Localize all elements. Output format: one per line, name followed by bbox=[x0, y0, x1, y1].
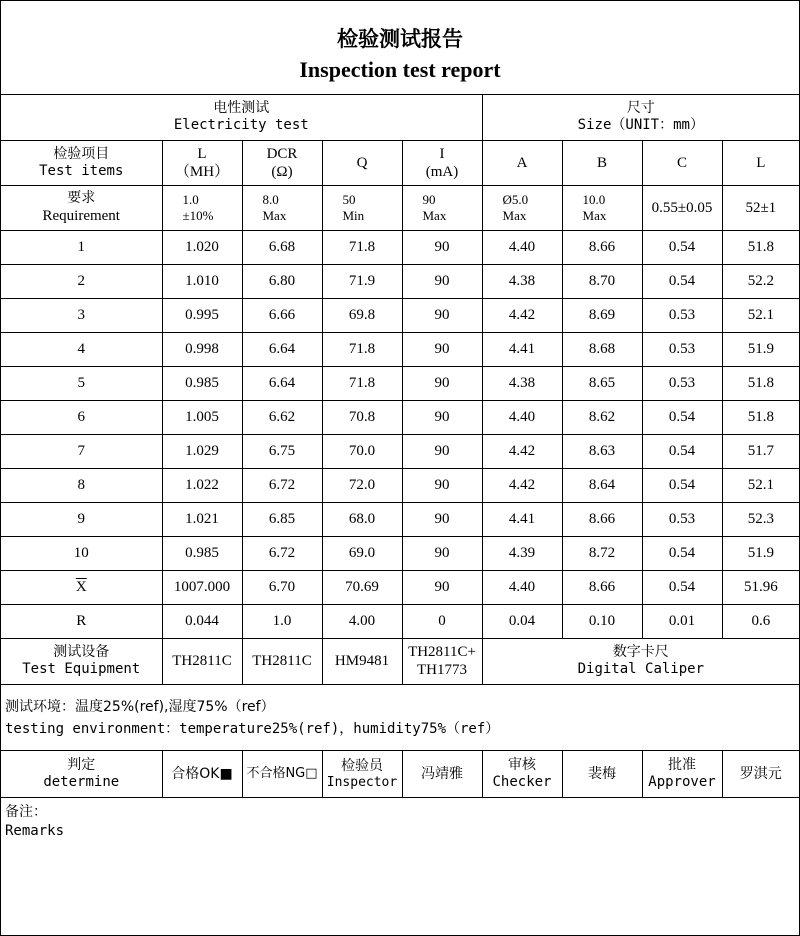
req-line: 1.0 bbox=[182, 191, 199, 207]
inspector-name: 冯靖雅 bbox=[402, 751, 482, 798]
measurement-value: 52.1 bbox=[722, 468, 799, 502]
measurement-value: 51.9 bbox=[722, 536, 799, 570]
electricity-test-cn: 电性测试 bbox=[213, 100, 270, 117]
req-line: ±10% bbox=[182, 207, 214, 223]
range-label: R bbox=[1, 604, 162, 638]
table-row bbox=[1, 230, 799, 264]
range-value: 0.6 bbox=[722, 604, 799, 638]
test-items-en: Test items bbox=[39, 162, 124, 179]
equipment-value bbox=[402, 638, 482, 684]
report-title-block bbox=[1, 1, 799, 95]
column-header-inductance bbox=[162, 140, 242, 185]
test-items-header bbox=[1, 140, 162, 185]
measurement-value: 51.7 bbox=[722, 434, 799, 468]
range-value: 1.0 bbox=[242, 604, 322, 638]
measurement-value: 6.64 bbox=[242, 332, 322, 366]
measurement-value: 8.69 bbox=[562, 298, 642, 332]
measurement-value: 71.9 bbox=[322, 264, 402, 298]
column-header-length bbox=[722, 140, 799, 185]
requirement-cn: 要求 bbox=[67, 190, 96, 207]
measurement-value: 4.40 bbox=[482, 400, 562, 434]
measurement-value: 0.995 bbox=[162, 298, 242, 332]
table-row bbox=[1, 468, 799, 502]
req-line: Max bbox=[422, 207, 447, 223]
column-name: Q bbox=[356, 154, 368, 171]
measurement-value: 0.54 bbox=[642, 230, 722, 264]
checker-label bbox=[482, 751, 562, 798]
column-name: I bbox=[439, 145, 445, 162]
sample-number: 1 bbox=[1, 230, 162, 264]
req-line: Max bbox=[262, 207, 287, 223]
measurement-value: 90 bbox=[402, 230, 482, 264]
measurement-value: 4.38 bbox=[482, 264, 562, 298]
column-name: B bbox=[597, 154, 608, 171]
inspector-en: Inspector bbox=[326, 774, 398, 790]
mean-value: 1007.000 bbox=[162, 570, 242, 604]
sample-number: 6 bbox=[1, 400, 162, 434]
measurement-value: 71.8 bbox=[322, 366, 402, 400]
table-row bbox=[1, 502, 799, 536]
range-row bbox=[1, 604, 799, 638]
report-title-cn: 检验测试报告 bbox=[337, 27, 463, 51]
measurement-value: 1.005 bbox=[162, 400, 242, 434]
column-header-c bbox=[642, 140, 722, 185]
requirement-value bbox=[322, 185, 402, 230]
sample-number: 4 bbox=[1, 332, 162, 366]
measurement-value: 6.80 bbox=[242, 264, 322, 298]
measurement-value: 71.8 bbox=[322, 230, 402, 264]
measurement-value: 4.40 bbox=[482, 230, 562, 264]
measurement-value: 6.72 bbox=[242, 536, 322, 570]
remarks-section bbox=[1, 798, 799, 935]
measurement-value: 0.985 bbox=[162, 366, 242, 400]
equipment-value: TH2811C bbox=[162, 638, 242, 684]
ok-checkbox[interactable]: 合格OK■ bbox=[162, 751, 242, 798]
measurement-value: 70.0 bbox=[322, 434, 402, 468]
requirement-value bbox=[562, 185, 642, 230]
measurement-value: 0.998 bbox=[162, 332, 242, 366]
measurement-value: 0.54 bbox=[642, 468, 722, 502]
column-name: L bbox=[756, 154, 766, 171]
measurement-value: 8.62 bbox=[562, 400, 642, 434]
mean-value: 4.40 bbox=[482, 570, 562, 604]
measurement-value: 8.66 bbox=[562, 502, 642, 536]
measurement-value: 6.85 bbox=[242, 502, 322, 536]
column-name: L bbox=[197, 145, 207, 162]
caliper-en: Digital Caliper bbox=[577, 661, 705, 677]
column-header-q bbox=[322, 140, 402, 185]
remarks-en: Remarks bbox=[5, 823, 65, 839]
size-header bbox=[482, 95, 799, 140]
mean-value: 90 bbox=[402, 570, 482, 604]
determine-label bbox=[1, 751, 162, 798]
column-header-row bbox=[1, 140, 799, 185]
measurement-value: 1.021 bbox=[162, 502, 242, 536]
sample-number: 3 bbox=[1, 298, 162, 332]
req-line: 90 bbox=[422, 191, 436, 207]
equipment-label bbox=[1, 638, 162, 684]
determine-cn: 判定 bbox=[67, 757, 96, 774]
table-row bbox=[1, 400, 799, 434]
equipment-value: TH2811C bbox=[242, 638, 322, 684]
req-line: Max bbox=[582, 207, 607, 223]
equipment-row bbox=[1, 638, 799, 684]
mean-value: 6.70 bbox=[242, 570, 322, 604]
measurement-value: 52.1 bbox=[722, 298, 799, 332]
inspector-label bbox=[322, 751, 402, 798]
measurement-value: 0.53 bbox=[642, 332, 722, 366]
measurement-value: 51.8 bbox=[722, 400, 799, 434]
measurement-value: 90 bbox=[402, 400, 482, 434]
measurement-value: 1.029 bbox=[162, 434, 242, 468]
requirement-en: Requirement bbox=[42, 207, 120, 224]
measurement-value: 0.53 bbox=[642, 366, 722, 400]
measurement-value: 52.2 bbox=[722, 264, 799, 298]
electricity-test-header bbox=[1, 95, 482, 140]
checker-en: Checker bbox=[492, 774, 552, 790]
column-name: C bbox=[677, 154, 688, 171]
approver-label bbox=[642, 751, 722, 798]
measurement-value: 8.66 bbox=[562, 230, 642, 264]
column-header-b bbox=[562, 140, 642, 185]
report-title-en: Inspection test report bbox=[299, 57, 501, 82]
measurement-value: 90 bbox=[402, 468, 482, 502]
req-line: Ø5.0 bbox=[502, 191, 529, 207]
measurement-value: 69.8 bbox=[322, 298, 402, 332]
measurement-value: 90 bbox=[402, 264, 482, 298]
mean-row bbox=[1, 570, 799, 604]
measurement-table bbox=[1, 95, 799, 685]
measurement-value: 0.54 bbox=[642, 400, 722, 434]
measurement-value: 1.020 bbox=[162, 230, 242, 264]
measurement-value: 51.8 bbox=[722, 366, 799, 400]
environment-en: testing environment：temperature25%(ref)，humidity75%（ref） bbox=[5, 721, 500, 737]
requirement-value bbox=[242, 185, 322, 230]
column-name: A bbox=[516, 154, 528, 171]
measurement-value: 8.63 bbox=[562, 434, 642, 468]
range-value: 0 bbox=[402, 604, 482, 638]
measurement-value: 4.39 bbox=[482, 536, 562, 570]
measurement-value: 1.022 bbox=[162, 468, 242, 502]
range-value: 4.00 bbox=[322, 604, 402, 638]
measurement-value: 0.54 bbox=[642, 536, 722, 570]
measurement-value: 69.0 bbox=[322, 536, 402, 570]
measurement-value: 0.53 bbox=[642, 502, 722, 536]
mean-label bbox=[1, 570, 162, 604]
equipment-value: HM9481 bbox=[322, 638, 402, 684]
measurement-value: 68.0 bbox=[322, 502, 402, 536]
measurement-value: 90 bbox=[402, 434, 482, 468]
measurement-value: 0.985 bbox=[162, 536, 242, 570]
ng-checkbox[interactable]: 不合格NG□ bbox=[242, 751, 322, 798]
requirement-value bbox=[402, 185, 482, 230]
measurement-value: 8.64 bbox=[562, 468, 642, 502]
measurement-value: 6.72 bbox=[242, 468, 322, 502]
measurement-value: 8.70 bbox=[562, 264, 642, 298]
requirement-label bbox=[1, 185, 162, 230]
measurement-value: 8.72 bbox=[562, 536, 642, 570]
measurement-value: 90 bbox=[402, 536, 482, 570]
table-row bbox=[1, 264, 799, 298]
column-name: DCR bbox=[266, 145, 298, 162]
equipment-cn: 测试设备 bbox=[53, 644, 110, 661]
column-header-dcr bbox=[242, 140, 322, 185]
measurement-value: 4.42 bbox=[482, 468, 562, 502]
table-row bbox=[1, 366, 799, 400]
approver-name: 罗淇元 bbox=[722, 751, 799, 798]
group-header-row bbox=[1, 95, 799, 140]
measurement-value: 90 bbox=[402, 366, 482, 400]
measurement-value: 71.8 bbox=[322, 332, 402, 366]
mean-value: 8.66 bbox=[562, 570, 642, 604]
range-value: 0.01 bbox=[642, 604, 722, 638]
table-row bbox=[1, 332, 799, 366]
measurement-value: 8.65 bbox=[562, 366, 642, 400]
column-unit: （MH） bbox=[174, 163, 230, 180]
table-row bbox=[1, 434, 799, 468]
requirement-value bbox=[162, 185, 242, 230]
range-value: 0.044 bbox=[162, 604, 242, 638]
measurement-value: 0.54 bbox=[642, 264, 722, 298]
testing-environment bbox=[1, 687, 799, 751]
inspector-cn: 检验员 bbox=[341, 757, 383, 774]
measurement-value: 51.8 bbox=[722, 230, 799, 264]
determine-en: determine bbox=[43, 774, 120, 790]
size-en: Size（UNIT：mm） bbox=[577, 117, 704, 134]
environment-cn: 测试环境：温度25%(ref),湿度75%（ref） bbox=[5, 699, 275, 715]
measurement-value: 6.64 bbox=[242, 366, 322, 400]
electricity-test-en: Electricity test bbox=[173, 117, 309, 134]
sample-number: 10 bbox=[1, 536, 162, 570]
sample-number: 7 bbox=[1, 434, 162, 468]
measurement-value: 4.41 bbox=[482, 332, 562, 366]
signoff-row bbox=[1, 751, 799, 798]
approver-en: Approver bbox=[648, 774, 716, 790]
column-header-a bbox=[482, 140, 562, 185]
measurement-value: 4.42 bbox=[482, 434, 562, 468]
requirement-value: 52±1 bbox=[722, 185, 799, 230]
sample-number: 2 bbox=[1, 264, 162, 298]
range-value: 0.10 bbox=[562, 604, 642, 638]
measurement-value: 51.9 bbox=[722, 332, 799, 366]
sample-number: 8 bbox=[1, 468, 162, 502]
approver-cn: 批准 bbox=[668, 757, 696, 774]
measurement-value: 1.010 bbox=[162, 264, 242, 298]
table-row bbox=[1, 298, 799, 332]
sample-number: 5 bbox=[1, 366, 162, 400]
req-line: 8.0 bbox=[262, 191, 279, 207]
measurement-value: 52.3 bbox=[722, 502, 799, 536]
req-line: Max bbox=[502, 207, 527, 223]
measurement-rows bbox=[1, 230, 799, 570]
measurement-value: 6.66 bbox=[242, 298, 322, 332]
size-equipment bbox=[482, 638, 799, 684]
column-unit: (Ω) bbox=[271, 163, 293, 180]
equipment-line: TH1773 bbox=[417, 662, 468, 678]
measurement-value: 70.8 bbox=[322, 400, 402, 434]
measurement-value: 6.62 bbox=[242, 400, 322, 434]
size-cn: 尺寸 bbox=[626, 100, 655, 117]
req-line: 50 bbox=[342, 191, 356, 207]
requirement-value: 0.55±0.05 bbox=[642, 185, 722, 230]
remarks-cn: 备注： bbox=[5, 804, 47, 820]
measurement-value: 8.68 bbox=[562, 332, 642, 366]
checker-cn: 审核 bbox=[508, 757, 536, 774]
measurement-value: 6.75 bbox=[242, 434, 322, 468]
measurement-value: 90 bbox=[402, 298, 482, 332]
measurement-value: 90 bbox=[402, 502, 482, 536]
checker-name: 裴梅 bbox=[562, 751, 642, 798]
requirement-value bbox=[482, 185, 562, 230]
requirement-row bbox=[1, 185, 799, 230]
test-items-cn: 检验项目 bbox=[53, 145, 110, 162]
column-unit: (mA) bbox=[425, 163, 459, 180]
mean-symbol: $\overline{X}$ bbox=[75, 579, 87, 595]
caliper-cn: 数字卡尺 bbox=[612, 644, 669, 661]
measurement-value: 0.53 bbox=[642, 298, 722, 332]
measurement-value: 4.41 bbox=[482, 502, 562, 536]
column-header-current bbox=[402, 140, 482, 185]
measurement-value: 90 bbox=[402, 332, 482, 366]
sample-number: 9 bbox=[1, 502, 162, 536]
measurement-value: 0.54 bbox=[642, 434, 722, 468]
measurement-value: 4.38 bbox=[482, 366, 562, 400]
equipment-line: TH2811C+ bbox=[408, 644, 476, 660]
equipment-en: Test Equipment bbox=[22, 661, 141, 677]
measurement-value: 4.42 bbox=[482, 298, 562, 332]
req-line: Min bbox=[342, 207, 365, 223]
measurement-value: 6.68 bbox=[242, 230, 322, 264]
mean-value: 0.54 bbox=[642, 570, 722, 604]
mean-value: 70.69 bbox=[322, 570, 402, 604]
req-line: 10.0 bbox=[582, 191, 606, 207]
signoff-table bbox=[1, 751, 799, 798]
table-row bbox=[1, 536, 799, 570]
range-value: 0.04 bbox=[482, 604, 562, 638]
measurement-value: 72.0 bbox=[322, 468, 402, 502]
mean-value: 51.96 bbox=[722, 570, 799, 604]
